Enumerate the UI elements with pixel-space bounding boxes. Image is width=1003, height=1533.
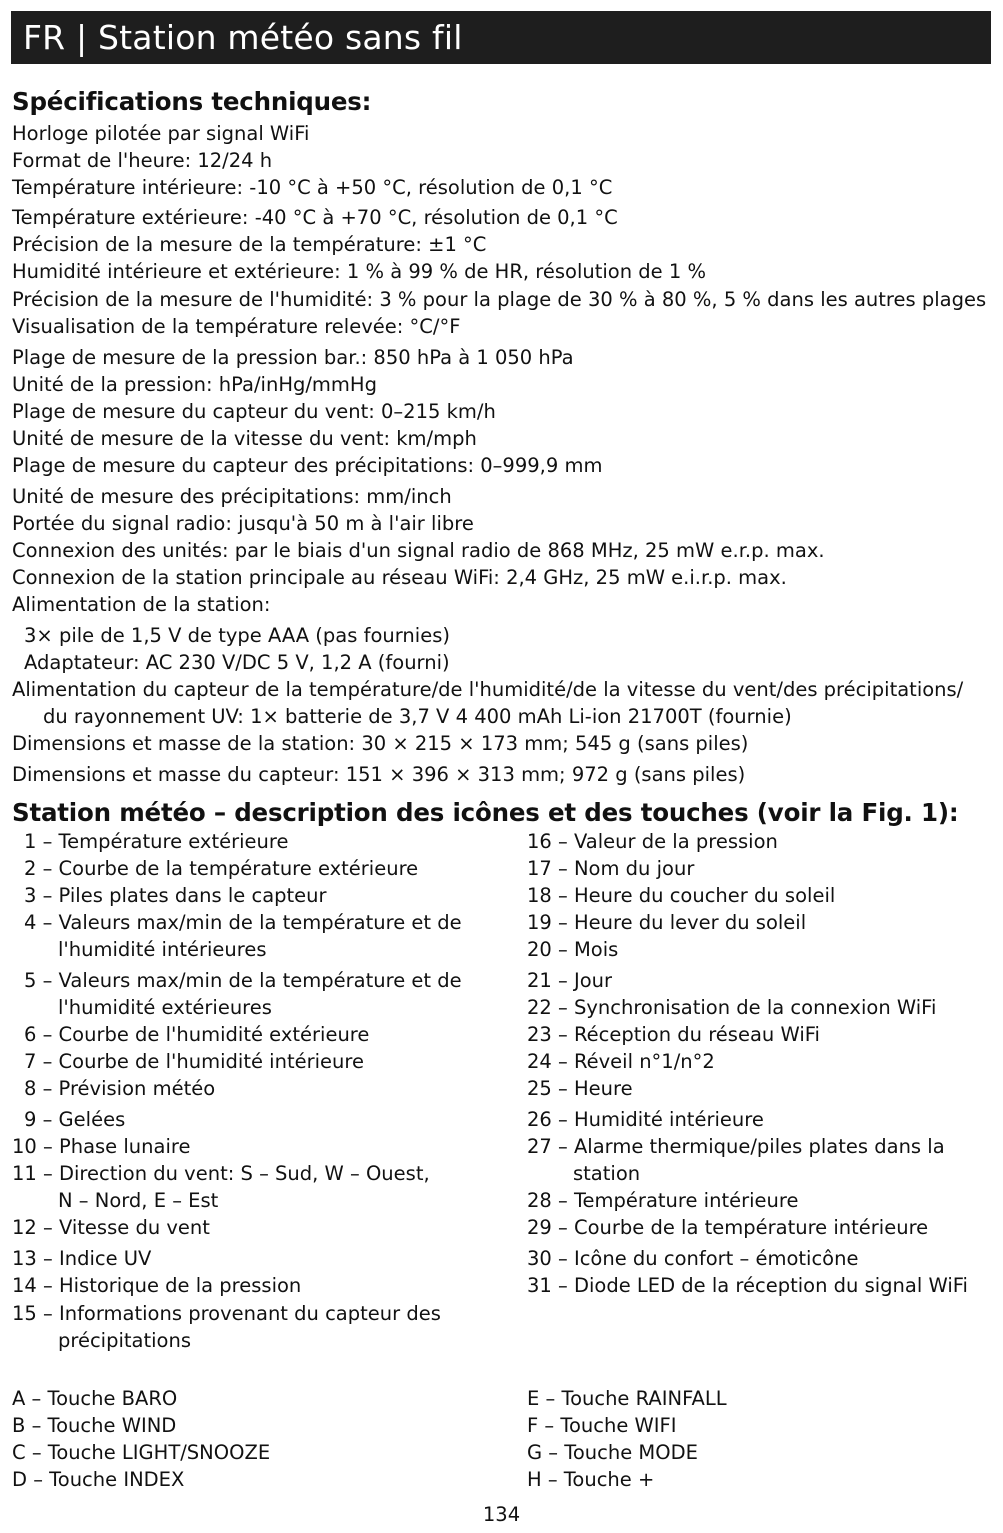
spec-line: Adaptateur: AC 230 V/DC 5 V, 1,2 A (fourni) <box>24 651 450 674</box>
icon-legend-item: 21 – Jour <box>527 969 613 992</box>
icon-legend-item: 29 – Courbe de la température intérieure <box>527 1216 929 1239</box>
spec-line: Précision de la mesure de la température: ±1 °C <box>12 233 487 256</box>
icon-legend-item: 23 – Réception du réseau WiFi <box>527 1023 820 1046</box>
icon-legend-item: 7 – Courbe de l'humidité intérieure <box>24 1050 364 1073</box>
spec-line: du rayonnement UV: 1× batterie de 3,7 V 4 400 mAh Li-ion 21700T (fournie) <box>43 705 792 728</box>
icon-legend-item: 27 – Alarme thermique/piles plates dans la <box>527 1135 945 1158</box>
icon-legend-item: 5 – Valeurs max/min de la température et de <box>24 969 462 992</box>
key-legend-item: B – Touche WIND <box>12 1414 177 1437</box>
key-legend-item: F – Touche WIFI <box>527 1414 677 1437</box>
icon-legend-item: 28 – Température intérieure <box>527 1189 799 1212</box>
spec-line: Température extérieure: -40 °C à +70 °C, résolution de 0,1 °C <box>12 206 618 229</box>
icon-legend-item: 9 – Gelées <box>24 1108 126 1131</box>
spec-line: Connexion de la station principale au réseau WiFi: 2,4 GHz, 25 mW e.i.r.p. max. <box>12 566 787 589</box>
spec-line: Unité de la pression: hPa/inHg/mmHg <box>12 373 377 396</box>
icon-legend-item: 12 – Vitesse du vent <box>12 1216 210 1239</box>
spec-line: Humidité intérieure et extérieure: 1 % à 99 % de HR, résolution de 1 % <box>12 260 707 283</box>
spec-line: Alimentation du capteur de la température/de l'humidité/de la vitesse du vent/des précipitations/ <box>12 678 964 701</box>
spec-line: Horloge pilotée par signal WiFi <box>12 122 310 145</box>
spec-line: 3× pile de 1,5 V de type AAA (pas fournies) <box>24 624 450 647</box>
icon-legend-item: 26 – Humidité intérieure <box>527 1108 764 1131</box>
icon-legend-item: 2 – Courbe de la température extérieure <box>24 857 419 880</box>
spec-line: Température intérieure: -10 °C à +50 °C, résolution de 0,1 °C <box>12 176 613 199</box>
icon-legend-item: 24 – Réveil n°1/n°2 <box>527 1050 715 1073</box>
spec-line: Unité de mesure des précipitations: mm/inch <box>12 485 452 508</box>
spec-line: Unité de mesure de la vitesse du vent: km/mph <box>12 427 477 450</box>
spec-line: Plage de mesure de la pression bar.: 850 hPa à 1 050 hPa <box>12 346 574 369</box>
spec-line: Visualisation de la température relevée: °C/°F <box>12 315 461 338</box>
key-legend-item: G – Touche MODE <box>527 1441 698 1464</box>
icon-legend-item: 14 – Historique de la pression <box>12 1274 302 1297</box>
icon-legend-item: 4 – Valeurs max/min de la température et de <box>24 911 462 934</box>
icon-legend-item: 3 – Piles plates dans le capteur <box>24 884 327 907</box>
key-legend-item: E – Touche RAINFALL <box>527 1387 727 1410</box>
icon-legend-item: précipitations <box>58 1329 192 1352</box>
spec-line: Plage de mesure du capteur du vent: 0–215 km/h <box>12 400 496 423</box>
key-legend-item: A – Touche BARO <box>12 1387 178 1410</box>
specs-heading: Spécifications techniques: <box>12 87 372 116</box>
icon-legend-item: 19 – Heure du lever du soleil <box>527 911 807 934</box>
icon-legend-item: 17 – Nom du jour <box>527 857 695 880</box>
icon-legend-item: 16 – Valeur de la pression <box>527 830 778 853</box>
spec-line: Alimentation de la station: <box>12 593 271 616</box>
icon-legend-item: l'humidité intérieures <box>58 938 267 961</box>
spec-line: Précision de la mesure de l'humidité: 3 % pour la plage de 30 % à 80 %, 5 % dans les autres plages <box>12 288 987 311</box>
icon-legend-item: 8 – Prévision météo <box>24 1077 216 1100</box>
icon-legend-item: 1 – Température extérieure <box>24 830 289 853</box>
key-legend-item: H – Touche + <box>527 1468 655 1491</box>
key-legend-item: C – Touche LIGHT/SNOOZE <box>12 1441 271 1464</box>
icon-legend-item: 6 – Courbe de l'humidité extérieure <box>24 1023 370 1046</box>
spec-line: Dimensions et masse de la station: 30 × 215 × 173 mm; 545 g (sans piles) <box>12 732 749 755</box>
spec-line: Plage de mesure du capteur des précipitations: 0–999,9 mm <box>12 454 603 477</box>
icon-legend-item: 31 – Diode LED de la réception du signal WiFi <box>527 1274 968 1297</box>
icon-legend-item: 10 – Phase lunaire <box>12 1135 191 1158</box>
key-legend-item: D – Touche INDEX <box>12 1468 185 1491</box>
icon-legend-item: 18 – Heure du coucher du soleil <box>527 884 836 907</box>
icon-legend-item: 11 – Direction du vent: S – Sud, W – Ouest, <box>12 1162 430 1185</box>
icon-legend-item: l'humidité extérieures <box>58 996 272 1019</box>
spec-line: Dimensions et masse du capteur: 151 × 396 × 313 mm; 972 g (sans piles) <box>12 763 746 786</box>
icon-legend-item: 15 – Informations provenant du capteur des <box>12 1302 441 1325</box>
icon-legend-item: 20 – Mois <box>527 938 619 961</box>
icon-legend-item: N – Nord, E – Est <box>58 1189 219 1212</box>
icon-legend-item: 22 – Synchronisation de la connexion WiFi <box>527 996 937 1019</box>
icons-heading: Station météo – description des icônes et des touches (voir la Fig. 1): <box>12 798 959 827</box>
icon-legend-item: 25 – Heure <box>527 1077 633 1100</box>
spec-line: Format de l'heure: 12/24 h <box>12 149 273 172</box>
page-header: FR | Station météo sans fil <box>11 11 991 64</box>
icon-legend-item: 30 – Icône du confort – émoticône <box>527 1247 859 1270</box>
spec-line: Connexion des unités: par le biais d'un signal radio de 868 MHz, 25 mW e.r.p. max. <box>12 539 825 562</box>
icon-legend-item: station <box>573 1162 641 1185</box>
page-number: 134 <box>482 1503 521 1526</box>
spec-line: Portée du signal radio: jusqu'à 50 m à l'air libre <box>12 512 474 535</box>
icon-legend-item: 13 – Indice UV <box>12 1247 152 1270</box>
